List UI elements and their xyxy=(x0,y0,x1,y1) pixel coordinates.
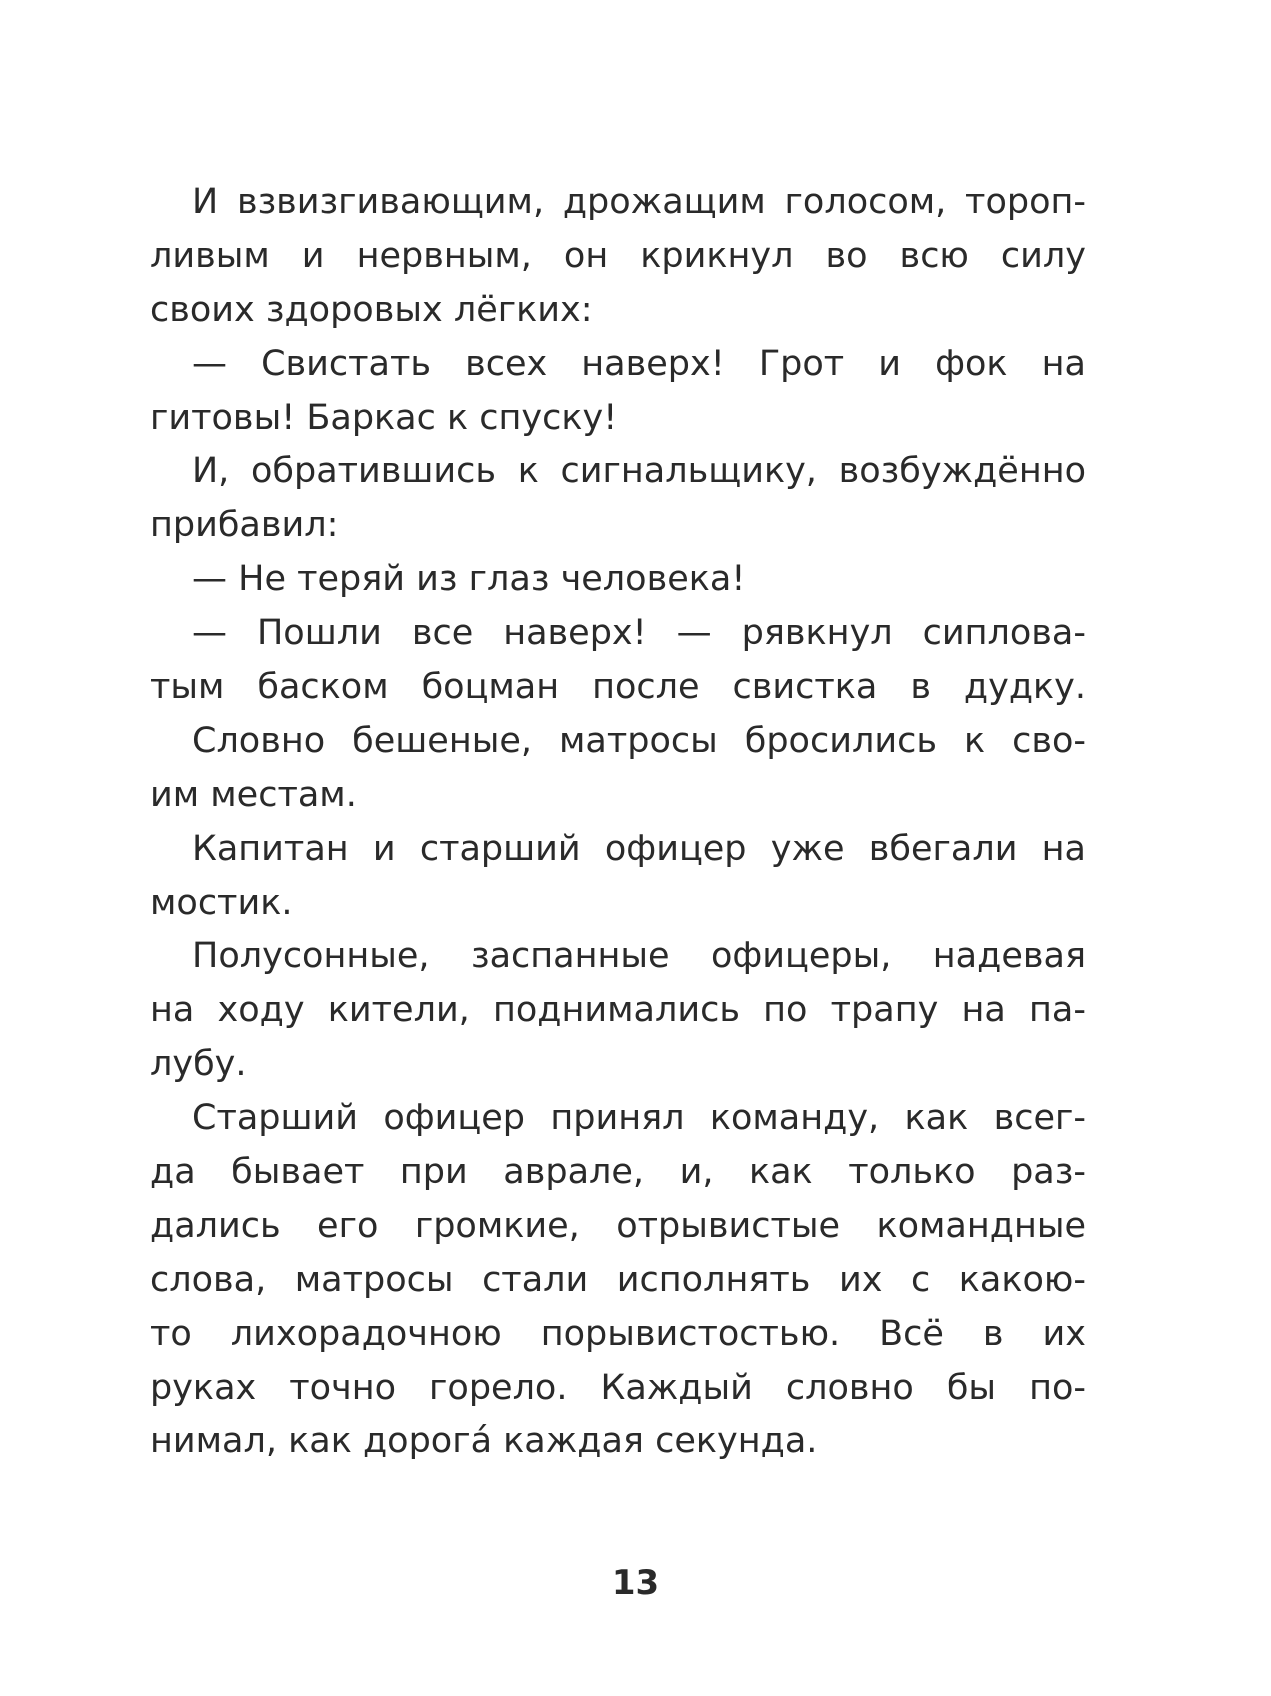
text-line: нимал, как дорога́ каждая секунда. xyxy=(150,1421,818,1462)
text-line: ливым и нервным, он крикнул во всю силу xyxy=(150,235,1086,276)
text-line: своих здоровых лёгких: xyxy=(150,289,593,330)
text-line: И взвизгивающим, дрожащим голосом, тороп- xyxy=(192,182,1086,222)
text-line: да бывает при аврале, и, как только раз- xyxy=(150,1152,1086,1193)
text-line: тым баском боцман после свистка в дудку. xyxy=(150,667,1086,708)
text-line: прибавил: xyxy=(150,505,339,546)
text-line: И, обратившись к сигнальщику, возбуждённо xyxy=(192,451,1086,492)
text-line: — Свистать всех наверх! Грот и фок на xyxy=(192,343,1086,384)
text-line: — Не теряй из глаз человека! xyxy=(192,559,746,600)
text-line: слова, матросы стали исполнять их с какою- xyxy=(150,1259,1086,1300)
text-line: им местам. xyxy=(150,774,357,815)
body-text xyxy=(150,176,1086,1469)
text-line: лубу. xyxy=(150,1044,247,1085)
text-line: Полусонные, заспанные офицеры, надевая xyxy=(192,936,1086,977)
page-number: 13 xyxy=(611,1563,660,1603)
text-line: Капитан и старший офицер уже вбегали на xyxy=(192,828,1086,869)
text-line: дались его громкие, отрывистые командные xyxy=(150,1205,1086,1246)
text-line: Старший офицер принял команду, как всег- xyxy=(192,1098,1086,1139)
text-line: то лихорадочною порывистостью. Всё в их xyxy=(150,1313,1086,1354)
text-line: мостик. xyxy=(150,882,293,923)
text-line: руках точно горело. Каждый словно бы по- xyxy=(150,1367,1086,1408)
text-line: Словно бешеные, матросы бросились к сво- xyxy=(192,720,1086,761)
text-line: гитовы! Баркас к спуску! xyxy=(150,397,618,438)
text-line: — Пошли все наверх! — рявкнул сиплова- xyxy=(192,613,1086,654)
text-line: на ходу кители, поднимались по трапу на па- xyxy=(150,990,1086,1031)
